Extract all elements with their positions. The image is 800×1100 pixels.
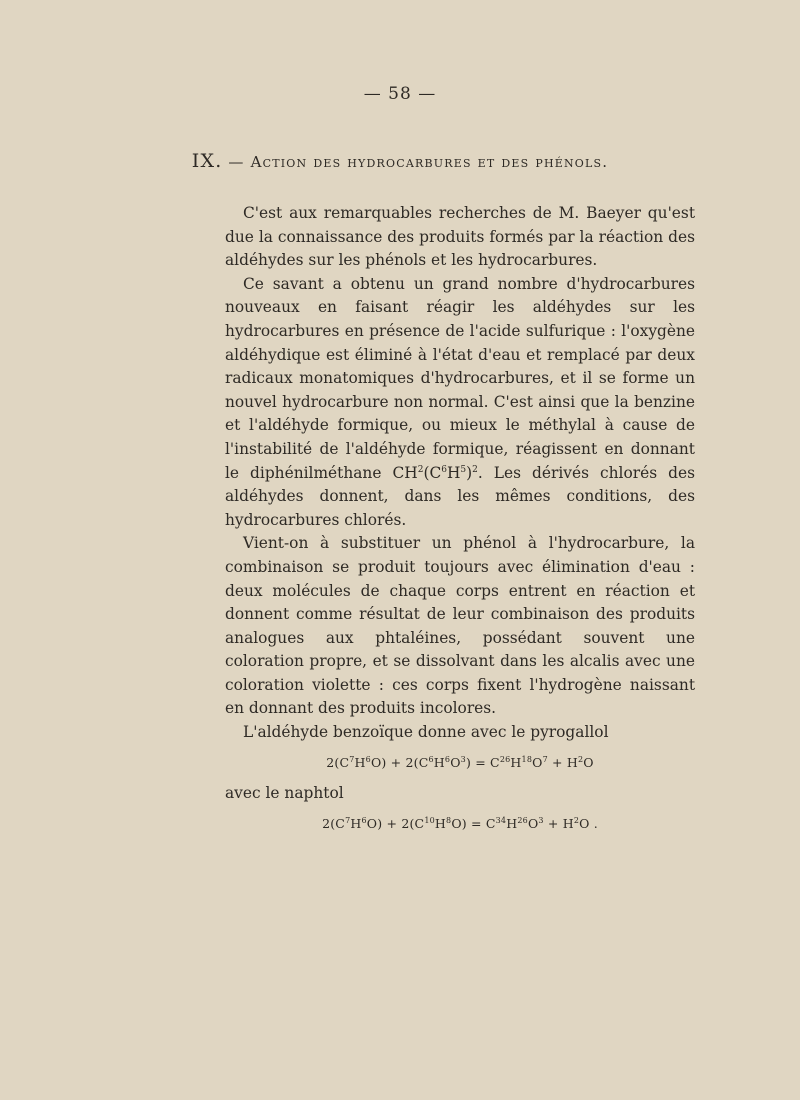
page-number: — 58 — <box>363 84 437 104</box>
section-number: IX. <box>191 150 223 172</box>
body-text <box>225 202 695 843</box>
paragraph-5: avec le naphtol <box>225 784 344 803</box>
paragraph-2 <box>225 273 695 533</box>
formula-pyrogallol: $2(C^7H^6O) + 2(C^6H^6O^3) = C^{26}H^{18}O^7 + H^2O$ <box>326 754 594 770</box>
paragraph-2-text: Ce savant a obtenu un grand nombre d'hydrocarbures nouveaux en faisant réagir les aldéhydes sur les hydrocarbures en présence de l'acide sulfurique : l'oxygène aldéhydique est éliminé à l'état d'eau et remplacé par deux radicaux monatomiques d'hydrocarbures, et il se forme un nouvel hydrocarbure non normal. C'est ainsi que la benzine et l'aldéhyde formique, ou mieux le méthylal à cause de l'instabilité de l'aldéhyde formique, réagissent en donnant le diphénilméthane <box>225 274 695 482</box>
formula-naphtol: $2(C^7H^6O) + 2(C^{10}H^8O) = C^{34}H^{26}O^3 + H^2O$ . <box>322 815 598 831</box>
paragraph-4: L'aldéhyde benzoïque donne avec le pyrogallol <box>243 723 609 742</box>
inline-formula-diphenylmethane: $CH^2(C^6H^5)^2$. <box>392 463 483 482</box>
paragraph-3: Vient-on à substituer un phénol à l'hydrocarbure, la combinaison se produit toujours avec élimination d'eau : deux molécules de chaque corps entrent en réaction et donnent comme résultat de leur combinaison des produits analogues aux phtaléines, possédant souvent une coloration propre, et se dissolvant dans les alcalis avec une coloration violette : ces corps fixent l'hydrogène naissant en donnant des produits incolores. <box>225 534 695 718</box>
paragraph-1: C'est aux remarquables recherches de M. Baeyer qu'est due la connaissance des produits formés par la réaction des aldéhydes sur les phénols et les hydrocarbures. <box>225 204 695 270</box>
section-title: — Action des hydrocarbures et des phénols. <box>228 153 609 171</box>
section-heading <box>0 150 800 172</box>
paragraph-2-continuation: Les dérivés chlorés des aldéhydes donnent, dans les mêmes conditions, des hydrocarbures chlorés. <box>225 463 695 529</box>
